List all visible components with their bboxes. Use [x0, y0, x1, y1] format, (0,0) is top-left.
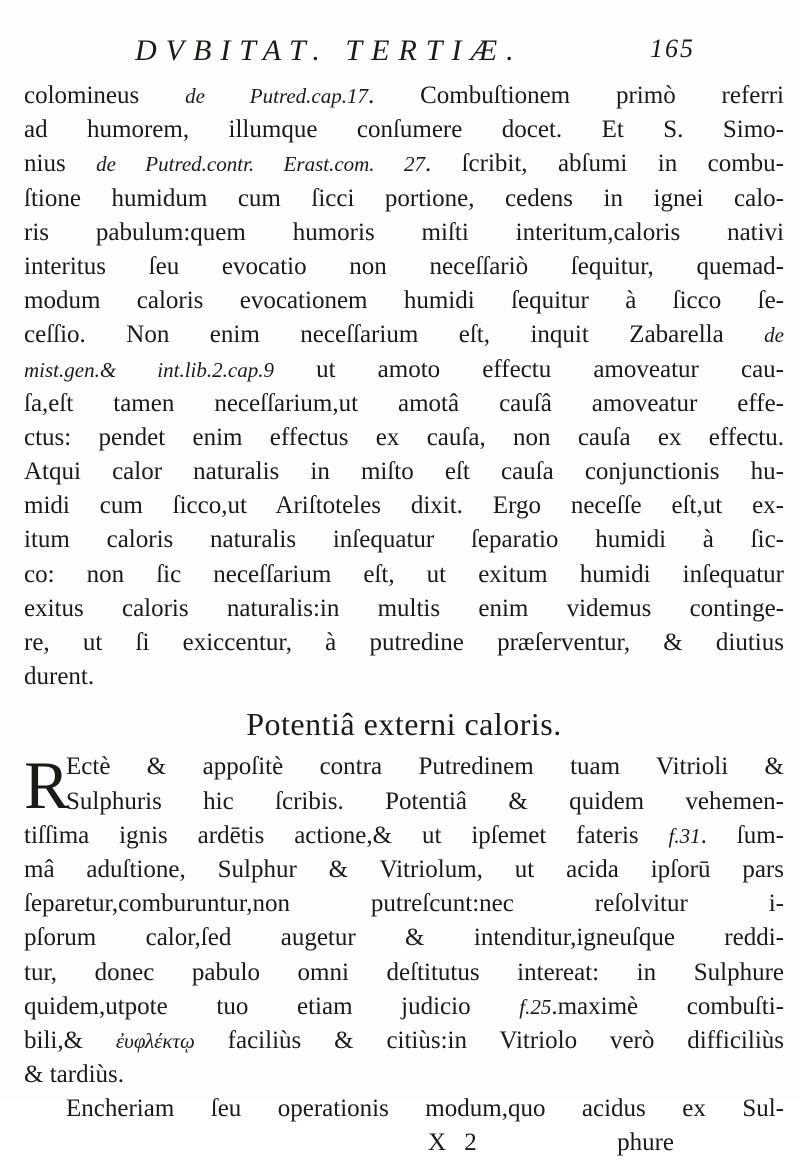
citation: mist.gen.& int.lib.2.cap.9 — [24, 357, 274, 382]
text-line: ctus: pendet enim effectus ex cauſa, non cauſa ex effectu. — [24, 423, 784, 451]
text-line: mâ aduſtione, Sulphur & Vitriolum, ut acida ipſorū pars — [24, 855, 784, 883]
text-line: pſorum calor,ſed augetur & intenditur,igneuſque reddi- — [24, 924, 784, 952]
paragraph-1 — [24, 79, 784, 694]
text-line: co: non ſic neceſſarium eſt, ut exitum humidi inſequatur — [24, 560, 784, 588]
running-title: DVBITAT. TERTIÆ. — [135, 34, 523, 67]
text-line: bili,& ἐυφλέκτῳ faciliùs & citiùs:in Vitriolo verò difficiliùs — [24, 1026, 784, 1054]
text-line: & tardiùs. — [24, 1061, 124, 1089]
greek-word: ἐυφλέκτῳ — [115, 1028, 195, 1053]
citation: f.31 — [668, 823, 701, 848]
signature-mark: X 2 — [428, 1129, 483, 1157]
text-line: ſtione humidum cum ſicci portione, cedens in ignei calo- — [24, 184, 784, 212]
text-line: quidem,utpote tuo etiam judicio f.25.maximè combuſti- — [24, 992, 784, 1020]
text-line: exitus caloris naturalis:in multis enim videmus continge- — [24, 594, 784, 622]
citation: f.25 — [519, 994, 552, 1019]
citation: de Putred.cap.17 — [185, 84, 369, 108]
text-line: interitus ſeu evocatio non neceſſariò ſequitur, quemad- — [24, 252, 784, 280]
text-line: ad humorem, illumque conſumere docet. Et S. Simo- — [24, 116, 784, 144]
text-line: itum caloris naturalis inſequatur ſeparatio humidi à ſic- — [24, 526, 784, 554]
text-line: ſa,eſt tamen neceſſarium,ut amotâ cauſâ amoveatur effe- — [24, 389, 784, 417]
text-line: nius de Putred.contr. Erast.com. 27. ſcribit, abſumi in combu- — [24, 150, 784, 178]
page-number: 165 — [650, 34, 695, 63]
text-line: ris pabulum:quem humoris miſti interitum,caloris nativi — [24, 218, 784, 246]
text-line: tiſſima ignis ardētis actione,& ut ipſemet fateris f.31. ſum- — [24, 821, 784, 849]
text-line: re, ut ſi exiccentur, à putredine præſerventur, & diutius — [24, 629, 784, 656]
text-line: Sulphuris hic ſcribis. Potentiâ & quidem vehemen- — [66, 787, 784, 815]
text-line: Atqui calor naturalis in miſto eſt cauſa conjunctionis hu- — [24, 458, 784, 486]
paragraph-3 — [24, 1092, 784, 1126]
body-text — [24, 79, 784, 1161]
catchword: phure — [617, 1129, 674, 1157]
text-line: Ectè & appoſitè contra Putredinem tuam Vitrioli & — [66, 753, 784, 781]
text-line: durent. — [24, 663, 95, 691]
section-heading: Potentiâ externi caloris. — [246, 706, 562, 743]
drop-cap: R — [24, 747, 70, 824]
text-line: ceſſio. Non enim neceſſarium eſt, inquit Zabarella de — [24, 321, 784, 349]
text-line: mist.gen.& int.lib.2.cap.9 ut amoto effectu amoveatur cau- — [24, 355, 784, 383]
page-footer — [24, 1126, 784, 1160]
citation: de Putred.contr. Erast.com. 27 — [96, 152, 425, 177]
text-line: colomineus de Putred.cap.17. Combuſtionem primò referri — [24, 82, 784, 109]
paragraph-2 — [24, 747, 784, 1092]
text-line: Encheriam ſeu operationis modum,quo acidus ex Sul- — [66, 1095, 784, 1123]
text-line: midi cum ſicco,ut Ariſtoteles dixit. Ergo neceſſe eſt,ut ex- — [24, 492, 784, 520]
text-line: ſeparetur,comburuntur,non putreſcunt:nec reſolvitur i- — [24, 890, 784, 918]
citation: de — [764, 323, 784, 348]
text-line: tur, donec pabulo omni deſtitutus intereat: in Sulphure — [24, 958, 784, 986]
text-line: modum caloris evocationem humidi ſequitur à ſicco ſe- — [24, 287, 784, 315]
page-header — [135, 34, 695, 74]
